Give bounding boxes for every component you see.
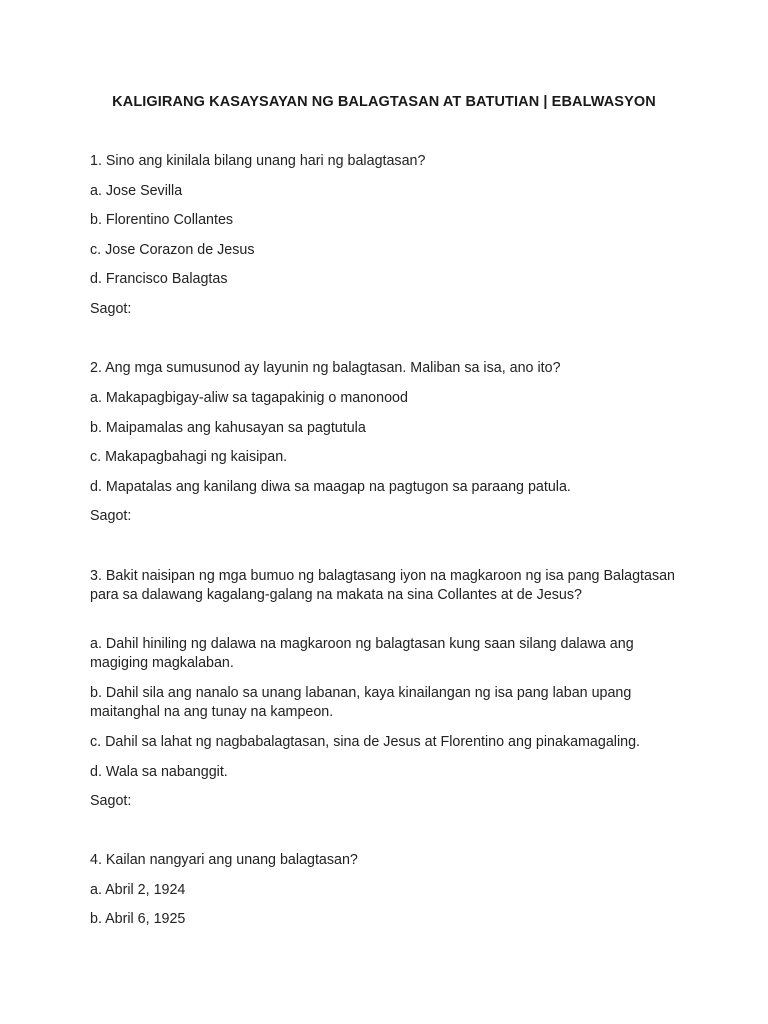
question-4-option-b: b. Abril 6, 1925 — [90, 911, 186, 927]
question-2-option-b: b. Maipamalas ang kahusayan sa pagtutula — [90, 420, 366, 436]
question-1-option-d: d. Francisco Balagtas — [90, 271, 228, 287]
question-3-option-c: c. Dahil sa lahat ng nagbabalagtasan, sina de Jesus at Florentino ang pinakamagaling. — [90, 734, 641, 750]
question-2-answer-label: Sagot: — [90, 508, 132, 524]
document-title: KALIGIRANG KASAYSAYAN NG BALAGTASAN AT BATUTIAN | EBALWASYON — [112, 94, 656, 110]
question-4-text: 4. Kailan nangyari ang unang balagtasan? — [90, 852, 358, 868]
question-2-text: 2. Ang mga sumusunod ay layunin ng balagtasan. Maliban sa isa, ano ito? — [90, 360, 561, 376]
question-3-text: 3. Bakit naisipan ng mga bumuo ng balagtasang iyon na magkaroon ng isa pang Balagtasan para sa dalawang kagalang-galang na makata na sina Collantes at de Jesus? — [90, 568, 675, 603]
question-3-option-b: b. Dahil sila ang nanalo sa unang labanan, kaya kinailangan ng isa pang laban upang maitanghal na ang tunay na kampeon. — [90, 685, 632, 720]
question-2-option-d: d. Mapatalas ang kanilang diwa sa maagap na pagtugon sa paraang patula. — [90, 479, 571, 495]
question-3-option-d: d. Wala sa nabanggit. — [90, 764, 228, 780]
question-1-option-b: b. Florentino Collantes — [90, 212, 234, 228]
question-1-answer-label: Sagot: — [90, 301, 132, 317]
question-3-answer-label: Sagot: — [90, 793, 132, 809]
question-3-option-a: a. Dahil hiniling ng dalawa na magkaroon ng balagtasan kung saan silang dalawa ang magiging magkalaban. — [90, 636, 634, 671]
question-1-option-c: c. Jose Corazon de Jesus — [90, 242, 255, 258]
question-1-text: 1. Sino ang kinilala bilang unang hari ng balagtasan? — [90, 153, 426, 169]
question-4-option-a: a. Abril 2, 1924 — [90, 882, 186, 898]
question-1-option-a: a. Jose Sevilla — [90, 183, 183, 199]
question-2-option-a: a. Makapagbigay-aliw sa tagapakinig o manonood — [90, 390, 408, 406]
question-2-option-c: c. Makapagbahagi ng kaisipan. — [90, 449, 288, 465]
